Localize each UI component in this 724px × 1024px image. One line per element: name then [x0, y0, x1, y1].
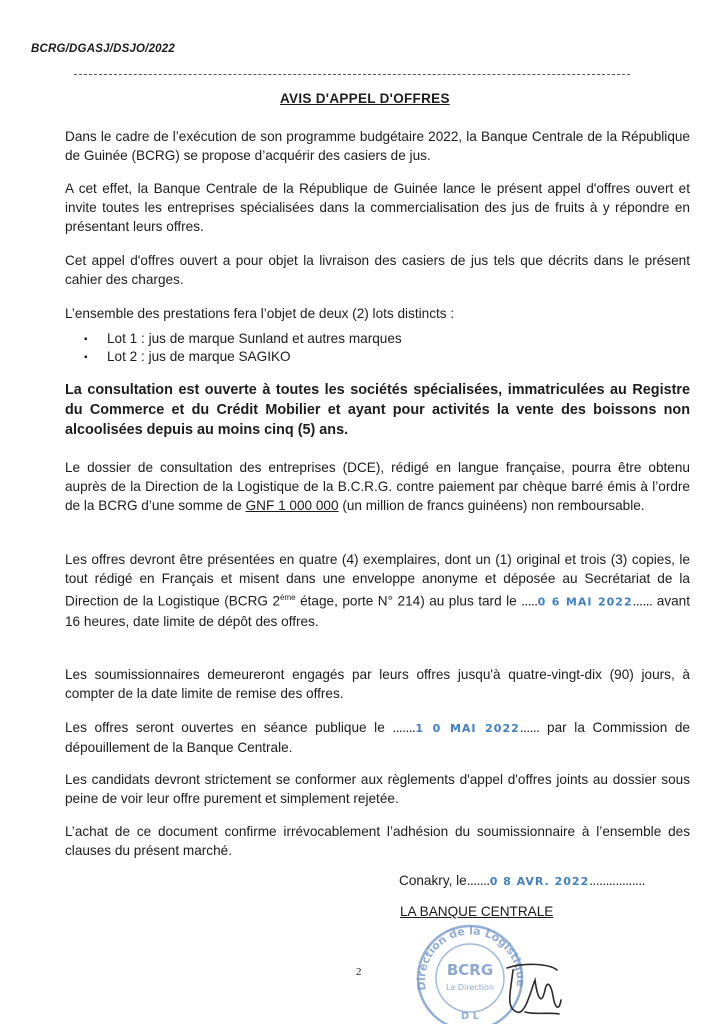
seal-bottom-text: D L — [460, 1011, 480, 1022]
dots-icon: ...... — [632, 593, 653, 609]
dce-amount: GNF 1 000 000 — [245, 498, 339, 513]
paragraph-adhesion: L’achat de ce document confirme irrévocablement l’adhésion du soumissionnaire à l’ensemble des clauses du présent marché. — [65, 824, 690, 858]
paragraph-dce — [65, 458, 690, 515]
dots-icon: ....... — [392, 720, 416, 735]
opening-text-a: Les offres seront ouvertes en séance publique le — [65, 720, 393, 735]
page-number: 2 — [356, 966, 362, 978]
handwritten-signature-icon — [495, 960, 565, 1020]
paragraph-eligibility: La consultation est ouverte à toutes les sociétés spécialisées, immatriculées au Registre du Commerce et du Crédit Mobilier et ayant pour activités la vente des boissons non alcoolisées depuis au moins cinq (5) ans. — [65, 382, 690, 438]
paragraph-submission — [65, 550, 690, 631]
paragraph-lots-intro: L’ensemble des prestations fera l’objet de deux (2) lots distincts : — [65, 306, 455, 321]
list-item — [84, 348, 402, 366]
floor-superscript: ème — [280, 593, 296, 602]
signatory-authority: LA BANQUE CENTRALE — [400, 904, 554, 919]
document-title: AVIS D'APPEL D'OFFRES — [280, 91, 450, 106]
lots-list — [84, 330, 402, 366]
header-divider — [74, 74, 630, 75]
document-reference: BCRG/DGASJ/DSJO/2022 — [31, 43, 175, 55]
paragraph-invitation: A cet effet, la Banque Centrale de la République de Guinée lance le présent appel d'offres ouvert et invite toutes les entreprises spécialisées dans la commercialisation des jus de fruits à y répondre en présentant leurs offres. — [65, 181, 690, 234]
seal-center-text: BCRG — [446, 961, 494, 979]
submission-text-b: étage, porte N° 214) au plus tard le — [295, 593, 522, 609]
submission-text-a: Les offres devront être présentées en quatre (4) exemplaires, dont un (1) original et trois (3) copies, le tout rédigé en Français et misent dans une enveloppe anonyme et déposée au Secrétariat de la Direction de la Logistique (BCRG 2 — [65, 552, 690, 609]
dots-icon: ..... — [521, 593, 538, 609]
paragraph-validity: Les soumissionnaires demeureront engagés par leurs offres jusqu'à quatre-vingt-dix (90) jours, à compter de la date limite de remise des offres. — [65, 667, 690, 701]
deadline-date-stamp: 0 6 MAI 2022 — [537, 595, 633, 609]
paragraph-opening — [65, 718, 690, 757]
dce-text-b: (un million de francs guinéens) non remboursable. — [338, 498, 645, 513]
dots-icon: ....... — [466, 873, 490, 888]
lot-label: Lot 1 : jus de marque Sunland et autres marques — [107, 331, 402, 346]
dce-text-a: Le dossier de consultation des entreprises (DCE), rédigé en langue française, pourra être obtenu auprès de la Direction de la Logistique de la B.C.R.G. contre paiement par chèque barré émis à l’ordre de la BCRG d’une somme de — [65, 460, 690, 513]
paragraph-intro: Dans le cadre de l’exécution de son programme budgétaire 2022, la Banque Centrale de la République de Guinée (BCRG) se propose d’acquérir des casiers de jus. — [65, 129, 690, 163]
dots-icon: ...... — [519, 720, 540, 735]
submission-text-c: avant 16 heures, date limite de dépôt des offres. — [65, 593, 691, 629]
paragraph-object: Cet appel d'offres ouvert a pour objet la livraison des casiers de jus tels que décrits dans le présent cahier des charges. — [65, 253, 690, 287]
issue-date-stamp: 0 8 AVR. 2022 — [489, 875, 590, 888]
paragraph-compliance: Les candidats devront strictement se conformer aux règlements d'appel d'offres joints au dossier sous peine de voir leur offre purement et simplement rejetée. — [65, 772, 690, 806]
lot-label: Lot 2 : jus de marque SAGIKO — [107, 349, 291, 364]
place-label: Conakry, le — [399, 873, 467, 888]
seal-ring-text: Direction de la Logistique — [414, 924, 528, 992]
opening-date-stamp: 1 0 MAI 2022 — [415, 722, 520, 735]
seal-sub-text: La Direction — [445, 983, 495, 992]
signature-place-date — [399, 873, 645, 888]
opening-text-b: par la Commission de dépouillement de la Banque Centrale. — [65, 720, 690, 755]
dots-icon: ................. — [589, 873, 645, 888]
list-item — [84, 330, 402, 348]
